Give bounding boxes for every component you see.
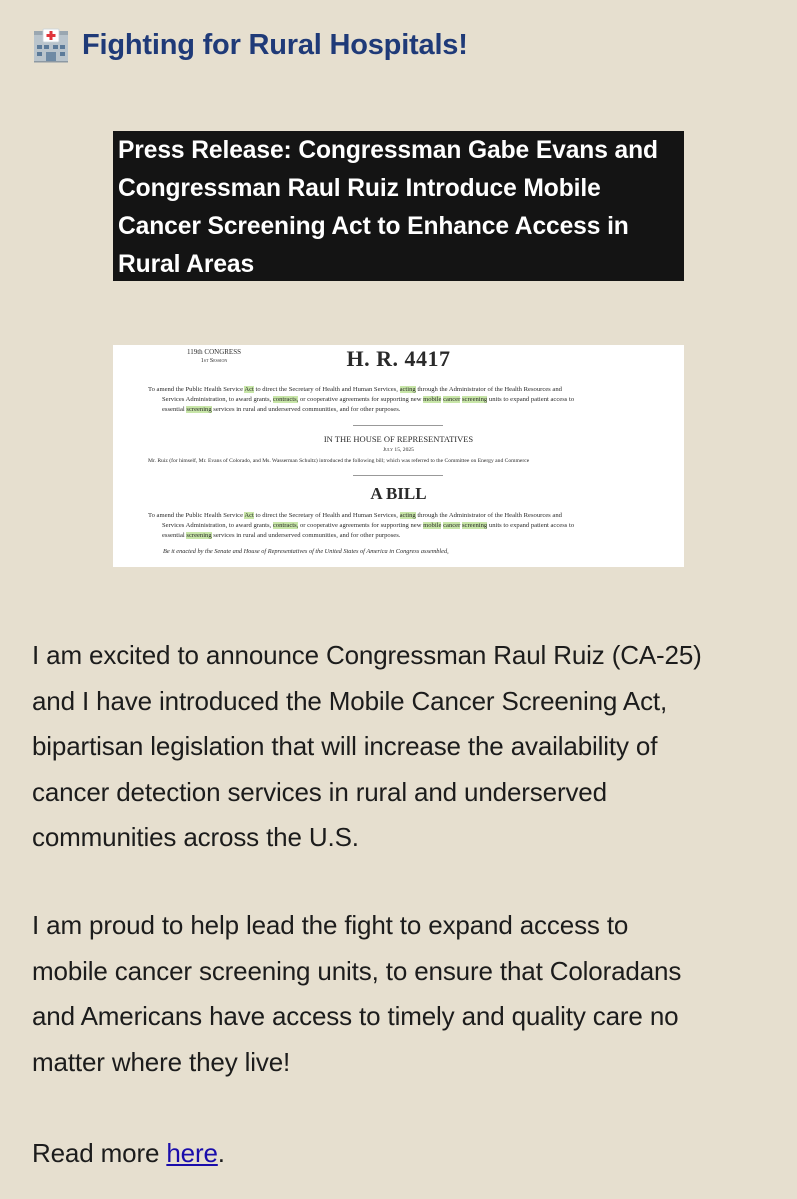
bill-divider [353,425,443,426]
paragraph-line: I am proud to help lead the fight to expand access to [32,910,629,940]
highlighted-term: screening [461,396,488,403]
heading-title: Fighting for Rural Hospitals! [82,28,468,61]
highlighted-term: cancer [443,396,461,403]
press-release-line: Press Release: Congressman Gabe Evans and [118,137,658,164]
bill-divider [353,475,443,476]
bill-number: H. R. 4417 [346,346,451,371]
paragraph-line: mobile cancer screening units, to ensure that Coloradans [32,955,682,986]
highlighted-term: acting [399,386,416,393]
highlighted-term: mobile [423,522,442,529]
press-release-line: Cancer Screening Act to Enhance Access in [118,213,629,240]
bill-summary-line: Services Administration, to award grants, contracts, or cooperative agreements for supporting new mobile cancer screening units to expand patient access to [162,396,575,403]
bill-summary-repeat [148,511,658,541]
bill-a-bill-title: A BILL [370,484,427,503]
read-more-suffix: . [217,1138,225,1168]
section-heading [32,26,468,64]
paragraph-line: bipartisan legislation that will increase the availability of [32,731,658,761]
bill-summary-line: Services Administration, to award grants, contracts, or cooperative agreements for supporting new mobile cancer screening units to expand patient access to [162,522,575,529]
paragraph-line: and I have introduced the Mobile Cancer Screening Act, [32,685,668,716]
hospital-icon [32,26,70,64]
press-release-line: Congressman Raul Ruiz Introduce Mobile [118,175,601,202]
paragraph-line: cancer detection services in rural and underserved [32,776,607,807]
read-more-prefix: Read more [32,1138,167,1168]
press-release-banner [113,131,684,281]
proud-paragraph [32,903,772,1085]
highlighted-term: screening [186,532,212,539]
read-more-paragraph [32,1131,772,1177]
read-more-link[interactable]: here [166,1138,218,1168]
highlighted-term: screening [461,522,488,529]
highlighted-term: Act [244,386,254,393]
paragraph-line: I am excited to announce Congressman Raul Ruiz (CA-25) [32,640,702,670]
highlighted-term: Act [244,512,254,519]
paragraph-line: and Americans have access to timely and quality care no [32,1001,679,1031]
bill-summary-line: essential screening services in rural and underserved communities, and for other purposes. [162,406,401,413]
bill-document-image [113,345,684,567]
highlighted-term: cancer [443,522,461,529]
bill-summary-line: essential screening services in rural and underserved communities, and for other purposes. [162,532,401,539]
highlighted-term: contracts, [272,396,299,403]
highlighted-term: contracts, [272,522,299,529]
highlighted-term: screening [186,406,212,413]
bill-house: IN THE HOUSE OF REPRESENTATIVES [323,434,474,444]
bill-enacting-clause: Be it enacted by the Senate and House of Representatives of the United States of America in Congress assembled, [163,548,449,555]
highlighted-term: mobile [423,396,442,403]
bill-summary-line: To amend the Public Health Service Act to direct the Secretary of Health and Human Services, acting through the Administrator of the Health Resources and [148,512,562,519]
bill-summary [148,385,658,415]
press-release-line: Rural Areas [118,251,255,278]
announcement-paragraph [32,633,772,861]
bill-congress: 119th CONGRESS [186,348,241,356]
bill-introduced: Mr. Ruiz (for himself, Mr. Evans of Colorado, and Ms. Wasserman Schultz) introduced the following bill; which was referred to the Committee on Energy and Commerce [148,458,530,464]
highlighted-term: acting [399,512,416,519]
bill-summary-line: To amend the Public Health Service Act to direct the Secretary of Health and Human Services, acting through the Administrator of the Health Resources and [148,386,562,393]
bill-session: 1st Session [200,358,228,364]
paragraph-line: matter where they live! [32,1046,291,1077]
bill-date: July 15, 2025 [383,447,414,453]
paragraph-line: communities across the U.S. [32,822,359,852]
